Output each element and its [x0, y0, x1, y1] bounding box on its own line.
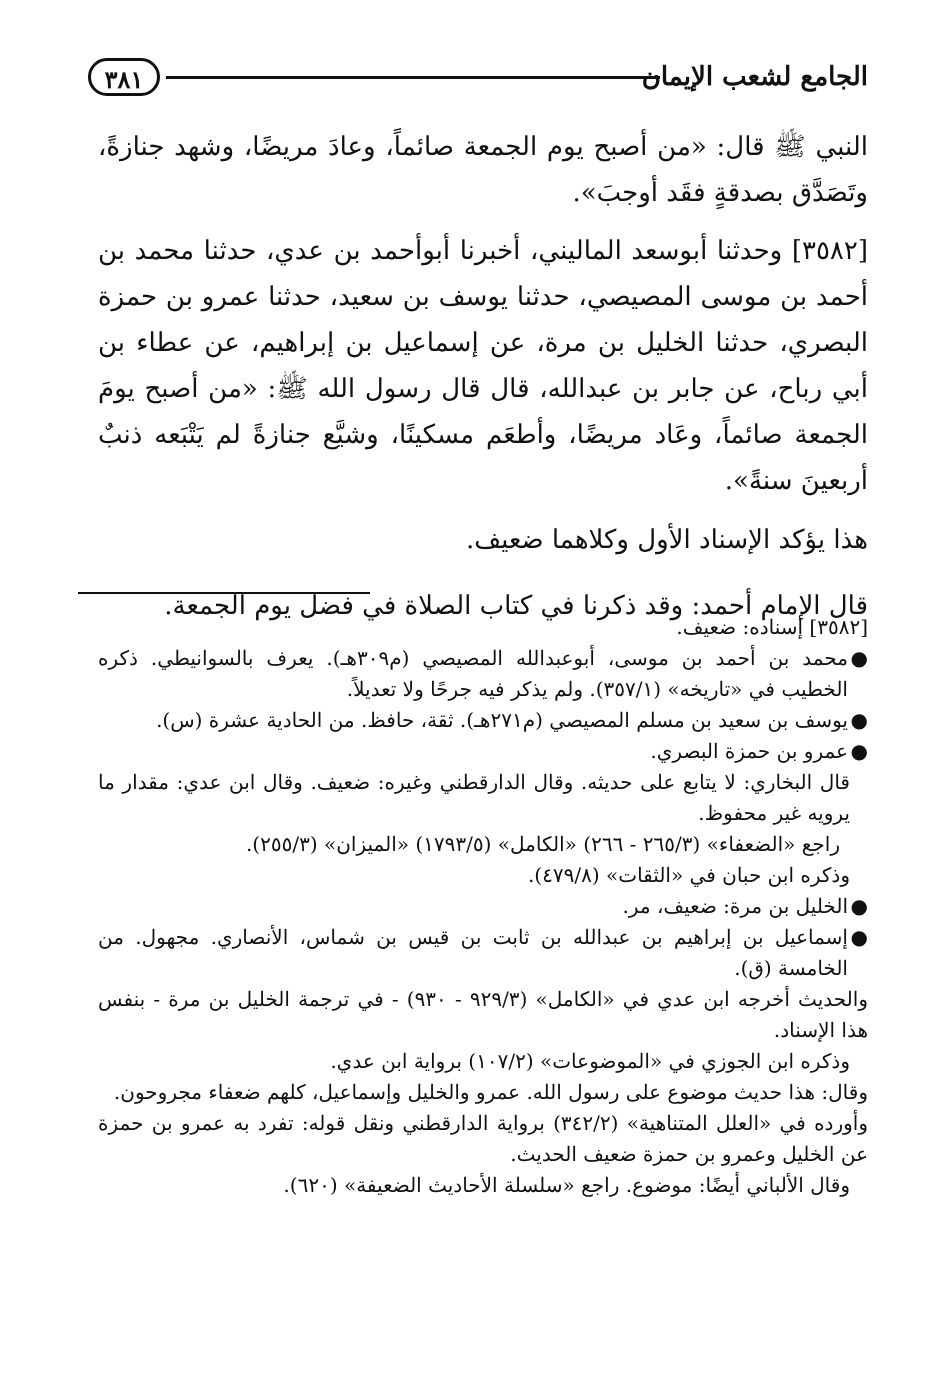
- header-rule: [166, 76, 660, 79]
- footnote-text: وذكره ابن الجوزي في «الموضوعات» (١٠٧/٢) برواية ابن عدي.: [330, 1049, 850, 1073]
- footnote-item: [98, 922, 868, 984]
- running-title: الجامع لشعب الإيمان: [641, 62, 868, 92]
- paragraph-comment: هذا يؤكد الإسناد الأول وكلاهما ضعيف.: [465, 525, 868, 555]
- footnote-text: وقال: هذا حديث موضوع على رسول الله. عمرو والخليل وإسماعيل، كلهم ضعفاء مجروحون.: [113, 1080, 868, 1104]
- paragraph-hadith-1: النبي ﷺ قال: «من أصبح يوم الجمعة صائماً، وعادَ مريضًا، وشهد جنازةً، وتَصَدَّق بصدقةٍ فقَد أوجبَ».: [98, 132, 868, 208]
- footnote-item: [98, 736, 868, 767]
- footnote-text: عمرو بن حمزة البصري.: [650, 739, 848, 763]
- footnote-divider: [78, 592, 370, 594]
- footnote-text: إسماعيل بن إبراهيم بن عبدالله بن ثابت بن قيس بن شماس، الأنصاري. مجهول. من الخامسة (ق).: [98, 925, 848, 980]
- paragraph-imam-ahmad: قال الإمام أحمد: وقد ذكرنا في كتاب الصلاة في فضل يوم الجمعة.: [164, 591, 868, 621]
- footnote-text: يوسف بن سعيد بن مسلم المصيصي (م٢٧١هـ). ثقة، حافظ. من الحادية عشرة (س).: [156, 708, 848, 732]
- footnote-text: والحديث أخرجه ابن عدي في «الكامل» (٩٢٩/٣ - ٩٣٠) - في ترجمة الخليل بن مرة - بنفس هذا الإسناد.: [98, 987, 868, 1042]
- footnote-item: [98, 891, 868, 922]
- main-text: [98, 124, 868, 648]
- footnote-text: راجع «الضعفاء» (٢٦٥/٣ - ٢٦٦) «الكامل» (١٧٩٣/٥) «الميزان» (٢٥٥/٣).: [245, 832, 840, 856]
- bullet-icon: ●: [850, 894, 868, 918]
- page-header: [88, 56, 868, 104]
- page-number: ٣٨١: [88, 58, 160, 96]
- footnote-text: وأورده في «العلل المتناهية» (٣٤٢/٢) برواية الدارقطني ونقل قوله: تفرد به عمرو بن حمزة عن الخليل وعمرو بن حمزة ضعيف الحديث.: [98, 1111, 868, 1166]
- footnote-item: [98, 705, 868, 736]
- footnote-text: محمد بن أحمد بن موسى، أبوعبدالله المصيصي (م٣٠٩هـ). يعرف بالسوانيطي. ذكره الخطيب في «تاريخه» (٣٥٧/١). ولم يذكر فيه جرحًا ولا تعديلاً.: [98, 646, 848, 701]
- bullet-icon: ●: [850, 708, 868, 732]
- paragraph-hadith-3582: [٣٥٨٢] وحدثنا أبوسعد الماليني، أخبرنا أبوأحمد بن عدي، حدثنا محمد بن أحمد بن موسى المصيصي، حدثنا يوسف بن سعيد، حدثنا عمرو بن حمزة البصري، حدثنا الخليل بن مرة، عن إسماعيل بن إبراهيم، عن عطاء بن أبي رباح، عن جابر بن عبدالله، قال قال رسول الله ﷺ: «من أصبح يومَ الجمعة صائماً، وعَاد مريضًا، وأطعَم مسكينًا، وشيَّع جنازةً لم يَتْبَعه ذنبٌ أربعينَ سنةً».: [98, 236, 868, 496]
- bullet-icon: ●: [850, 646, 868, 670]
- bullet-icon: ●: [850, 739, 868, 763]
- footnote-text: وذكره ابن حبان في «الثقات» (٤٧٩/٨).: [527, 863, 850, 887]
- footnote-item: [98, 643, 868, 705]
- footnotes: [98, 612, 868, 1201]
- footnote-text: الخليل بن مرة: ضعيف، مر.: [622, 894, 848, 918]
- bullet-icon: ●: [850, 925, 868, 949]
- footnote-heading: [٣٥٨٢] إسناده: ضعيف.: [676, 615, 868, 639]
- footnote-text: قال البخاري: لا يتابع على حديثه. وقال الدارقطني وغيره: ضعيف. وقال ابن عدي: مقدار ما يرويه غير محفوظ.: [98, 770, 850, 825]
- footnote-text: وقال الألباني أيضًا: موضوع. راجع «سلسلة الأحاديث الضعيفة» (٦٢٠).: [283, 1173, 850, 1197]
